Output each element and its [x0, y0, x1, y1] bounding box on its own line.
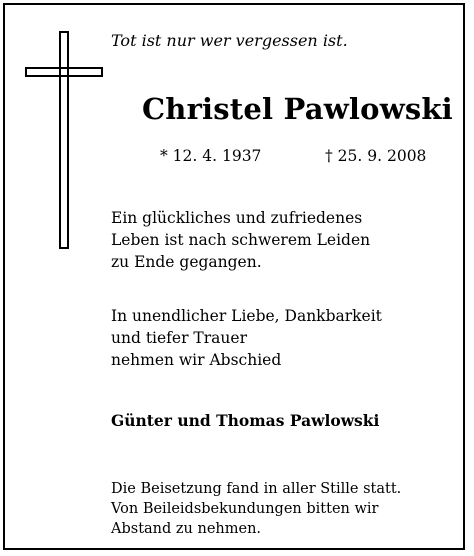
- birth-date: * 12. 4. 1937: [160, 147, 262, 165]
- deceased-name: Christel Pawlowski: [142, 92, 453, 126]
- death-date: † 25. 9. 2008: [325, 147, 427, 165]
- motto: Tot ist nur wer vergessen ist.: [111, 31, 348, 50]
- farewell-statement: [111, 305, 382, 371]
- funeral-notice-line: Von Beileidsbekundungen bitten wir: [111, 501, 379, 517]
- life-statement-line: Leben ist nach schwerem Leiden: [111, 231, 371, 249]
- farewell-statement-line: und tiefer Trauer: [111, 329, 247, 347]
- farewell-statement-line: In unendlicher Liebe, Dankbarkeit: [111, 307, 382, 325]
- life-statement-line: zu Ende gegangen.: [111, 253, 262, 271]
- life-statement-line: Ein glückliches und zufriedenes: [111, 209, 363, 227]
- funeral-notice-line: Abstand zu nehmen.: [111, 521, 262, 537]
- funeral-notice: [111, 479, 401, 539]
- mourners-names: Günter und Thomas Pawlowski: [111, 411, 380, 430]
- funeral-notice-line: Die Beisetzung fand in aller Stille statt.: [111, 481, 402, 497]
- life-statement: [111, 207, 370, 273]
- farewell-statement-line: nehmen wir Abschied: [111, 351, 282, 369]
- latin-cross-icon: [24, 30, 106, 250]
